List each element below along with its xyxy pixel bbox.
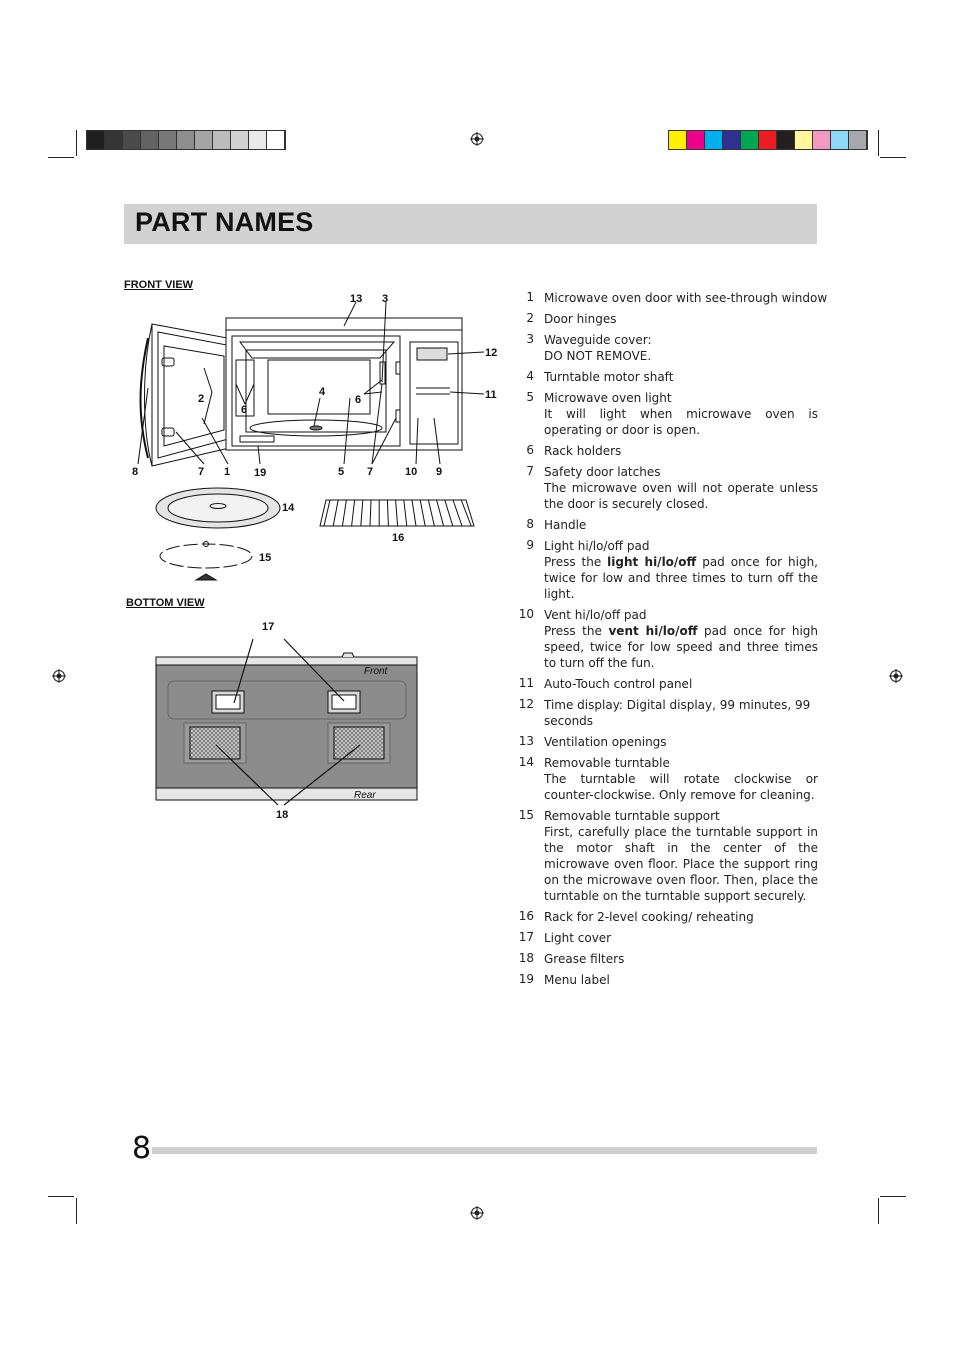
part-item	[514, 464, 844, 512]
part-name: Door hinges	[544, 312, 617, 326]
color-swatch	[141, 131, 159, 149]
callout-6-right: 6	[355, 394, 362, 406]
part-name: Removable turntable	[544, 756, 670, 770]
callout-16: 16	[392, 532, 405, 544]
part-number: 16	[518, 909, 534, 923]
part-number: 6	[526, 443, 534, 457]
color-swatch	[849, 131, 867, 149]
part-name: Rack holders	[544, 444, 622, 458]
part-name: Microwave oven door with see-through window	[544, 291, 828, 305]
callout-7-right: 7	[367, 466, 374, 478]
color-swatch	[831, 131, 849, 149]
crop-mark	[878, 130, 879, 156]
part-item	[514, 538, 844, 602]
part-name: Ventilation openings	[544, 735, 667, 749]
callout-14: 14	[282, 502, 295, 514]
part-name: Waveguide cover:	[544, 333, 652, 347]
color-swatch	[777, 131, 795, 149]
bottom-view-diagram	[150, 615, 425, 827]
color-swatch	[195, 131, 213, 149]
callout-1: 1	[224, 466, 231, 478]
pad-name: vent hi/lo/off	[608, 624, 698, 638]
part-description: The microwave oven will not operate unless the door is securely closed.	[544, 481, 818, 511]
callout-12: 12	[485, 347, 498, 359]
color-swatch	[123, 131, 141, 149]
part-item	[514, 676, 844, 692]
part-name: Time display: Digital display, 99 minutes, 99 seconds	[544, 698, 811, 728]
part-name: Auto-Touch control panel	[544, 677, 693, 691]
color-swatch	[759, 131, 777, 149]
part-name: Turntable motor shaft	[544, 370, 674, 384]
color-swatch	[249, 131, 267, 149]
part-item	[514, 909, 844, 925]
color-swatch	[687, 131, 705, 149]
part-name: Light hi/lo/off pad	[544, 539, 650, 553]
color-swatch	[723, 131, 741, 149]
callout-2: 2	[198, 393, 205, 405]
color-swatch	[267, 131, 285, 149]
color-swatch	[213, 131, 231, 149]
part-description: First, carefully place the turntable support in the motor shaft in the center of the microwave oven floor. Place the support ring on the microwave oven floor. Then, place the turntable on the turntable support securely.	[544, 825, 818, 903]
part-number: 10	[518, 607, 534, 621]
front-view-label: FRONT VIEW	[124, 279, 194, 291]
callout-18: 18	[276, 809, 289, 821]
crop-mark	[880, 1196, 906, 1197]
part-number: 15	[518, 808, 534, 822]
registration-mark-icon	[470, 132, 484, 146]
callout-4: 4	[319, 386, 326, 398]
part-name: Safety door latches	[544, 465, 661, 479]
front-edge-label: Front	[364, 666, 388, 677]
callout-10: 10	[405, 466, 418, 478]
cmyk-color-bar	[668, 130, 868, 150]
footer-rule	[152, 1147, 817, 1154]
color-swatch	[705, 131, 723, 149]
part-item	[514, 332, 844, 364]
part-description: The turntable will rotate clockwise or counter-clockwise. Only remove for cleaning.	[544, 772, 818, 802]
part-number: 1	[526, 290, 534, 304]
part-number: 13	[518, 734, 534, 748]
callout-15: 15	[259, 552, 272, 564]
part-item	[514, 951, 844, 967]
registration-mark-icon	[470, 1206, 484, 1220]
part-number: 2	[526, 311, 534, 325]
part-name: Grease filters	[544, 952, 625, 966]
callout-5: 5	[338, 466, 345, 478]
callout-6-left: 6	[241, 404, 248, 416]
crop-mark	[878, 1198, 879, 1224]
part-number: 14	[518, 755, 534, 769]
callout-8: 8	[132, 466, 139, 478]
part-item	[514, 808, 844, 904]
part-description-text: Press the	[544, 624, 609, 638]
part-name: Light cover	[544, 931, 612, 945]
part-description-text: pad once for high speed, twice for low speed and three times to turn off the fun.	[544, 624, 819, 670]
part-number: 3	[526, 332, 534, 346]
crop-mark	[76, 130, 77, 156]
part-number: 18	[518, 951, 534, 965]
registration-mark-icon	[52, 669, 66, 683]
callout-17: 17	[262, 621, 275, 633]
part-number: 11	[518, 676, 534, 690]
part-item	[514, 517, 844, 533]
part-item	[514, 972, 844, 988]
callout-9: 9	[436, 466, 443, 478]
crop-mark	[76, 1198, 77, 1224]
callout-11: 11	[485, 389, 497, 401]
part-name: Handle	[544, 518, 587, 532]
color-swatch	[105, 131, 123, 149]
part-number: 4	[526, 369, 534, 383]
callout-19: 19	[254, 467, 267, 479]
parts-list	[514, 290, 844, 993]
part-name: Removable turntable support	[544, 809, 720, 823]
color-swatch	[813, 131, 831, 149]
crop-mark	[48, 1196, 74, 1197]
part-description: It will light when microwave oven is operating or door is open.	[544, 407, 818, 437]
rear-edge-label: Rear	[354, 790, 376, 801]
part-item	[514, 755, 844, 803]
title-banner	[124, 204, 817, 244]
part-item	[514, 443, 844, 459]
part-number: 12	[518, 697, 534, 711]
grayscale-color-bar	[86, 130, 286, 150]
page-title: PART NAMES	[135, 207, 314, 237]
color-swatch	[669, 131, 687, 149]
crop-mark	[880, 157, 906, 158]
part-item	[514, 369, 844, 385]
part-number: 8	[526, 517, 534, 531]
callout-3: 3	[382, 293, 389, 305]
part-name: Rack for 2-level cooking/ reheating	[544, 910, 754, 924]
callout-13: 13	[350, 293, 363, 305]
part-item	[514, 290, 844, 306]
part-item	[514, 697, 844, 729]
part-number: 9	[526, 538, 534, 552]
front-view-diagram	[120, 288, 510, 598]
color-swatch	[159, 131, 177, 149]
part-item	[514, 311, 844, 327]
part-item	[514, 607, 844, 671]
part-item	[514, 390, 844, 438]
part-description	[544, 623, 818, 671]
part-item	[514, 930, 844, 946]
part-description-text: pad once for high, twice for low and three times to turn off the light.	[544, 555, 818, 601]
color-swatch	[87, 131, 105, 149]
part-name: Microwave oven light	[544, 391, 672, 405]
pad-name: light hi/lo/off	[607, 555, 697, 569]
part-description	[544, 554, 818, 602]
part-name: Menu label	[544, 973, 610, 987]
crop-mark	[48, 157, 74, 158]
part-number: 19	[518, 972, 534, 986]
part-number: 17	[518, 930, 534, 944]
part-description: DO NOT REMOVE.	[544, 349, 652, 363]
color-swatch	[795, 131, 813, 149]
part-number: 5	[526, 390, 534, 404]
color-swatch	[231, 131, 249, 149]
bottom-view-label: BOTTOM VIEW	[126, 597, 205, 609]
color-swatch	[177, 131, 195, 149]
registration-mark-icon	[889, 669, 903, 683]
part-description-text: Press the	[544, 555, 608, 569]
part-name: Vent hi/lo/off pad	[544, 608, 647, 622]
color-swatch	[741, 131, 759, 149]
part-item	[514, 734, 844, 750]
page-number: 8	[132, 1131, 152, 1166]
part-number: 7	[526, 464, 534, 478]
callout-7-left: 7	[198, 466, 205, 478]
